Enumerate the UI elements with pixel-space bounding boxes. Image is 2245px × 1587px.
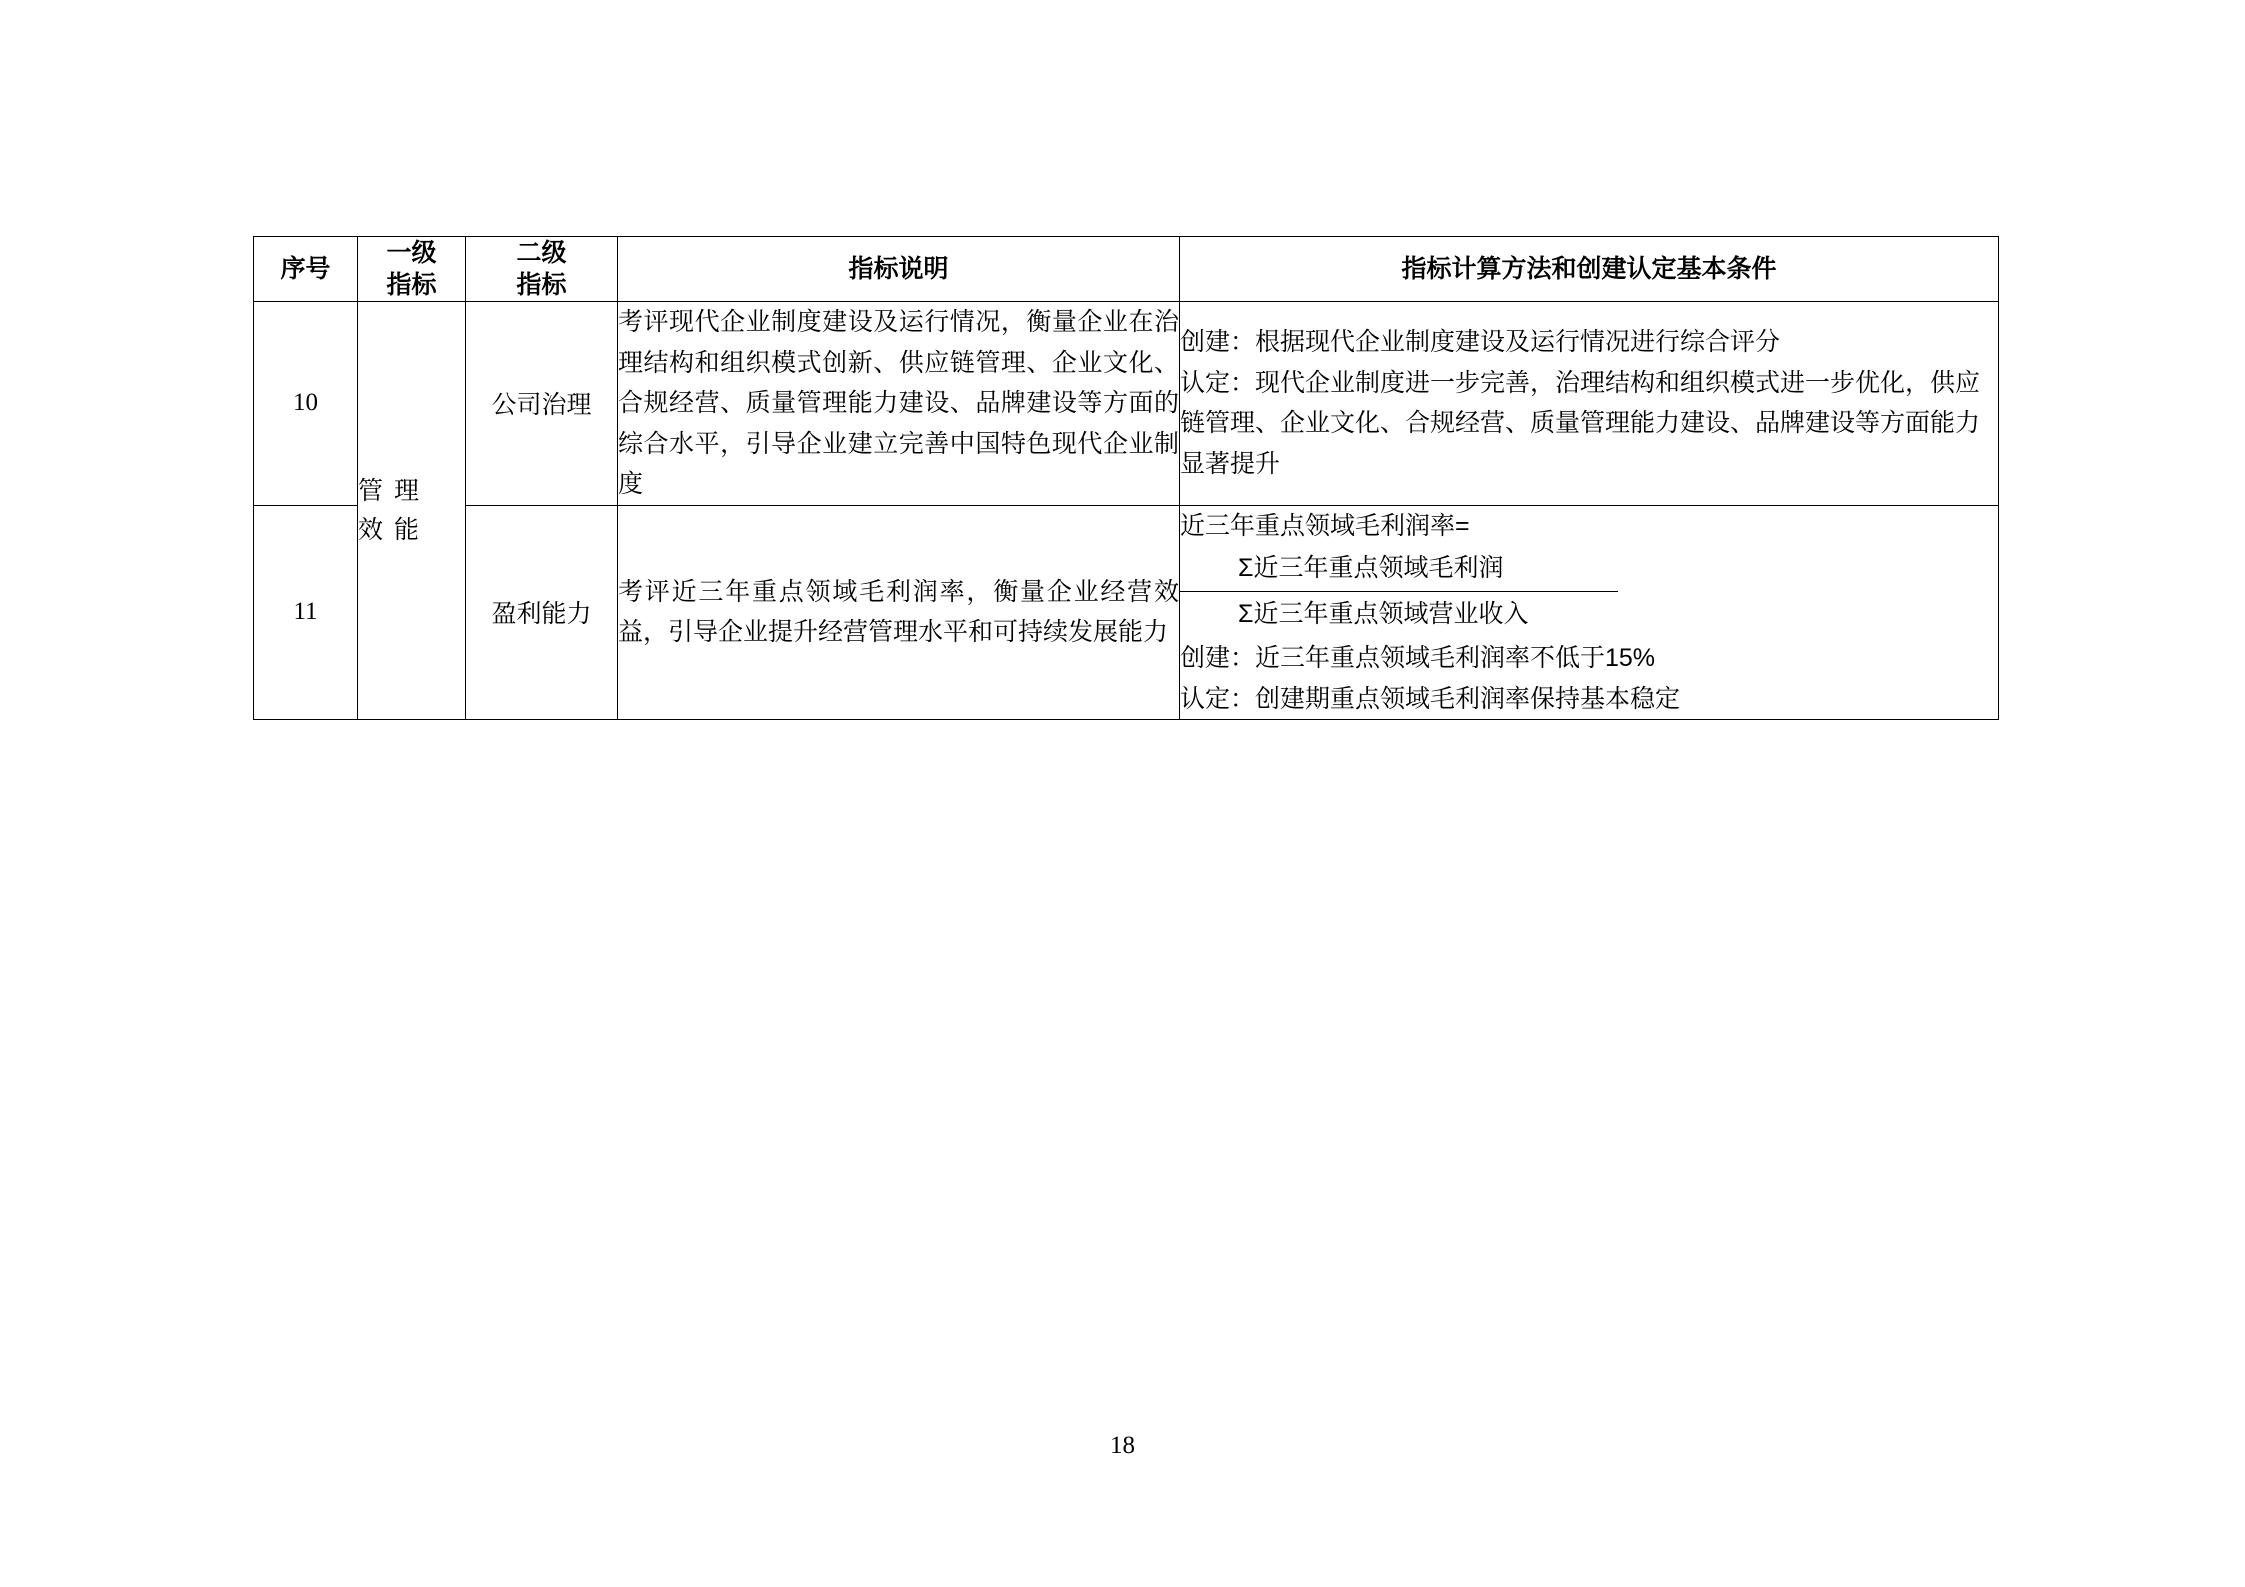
indicator-table — [253, 236, 1999, 720]
calc-line: 认定：现代企业制度进一步完善，治理结构和组织模式进一步优化，供应链管理、企业文化、合规经营、质量管理能力建设、品牌建设等方面能力显著提升 — [1180, 368, 1981, 478]
row-description: 考评现代企业制度建设及运行情况，衡量企业在治理结构和组织模式创新、供应链管理、企业文化、合规经营、质量管理能力建设、品牌建设等方面的综合水平，引导企业建立完善中国特色现代企业制度 — [618, 302, 1180, 506]
header-label-calculation: 指标计算方法和创建认定基本条件 — [1401, 255, 1777, 283]
calc-line: 认定：创建期重点领域毛利润率保持基本稳定 — [1180, 684, 1681, 713]
row-level2: 盈利能力 — [466, 505, 618, 720]
row-calculation — [1180, 505, 1999, 720]
calc-line: 创建：根据现代企业制度建设及运行情况进行综合评分 — [1180, 328, 1781, 357]
header-label-level2-line1: 二级 — [516, 239, 567, 267]
row-level1-group — [358, 302, 466, 720]
header-label-no: 序号 — [280, 255, 331, 283]
header-label-description: 指标说明 — [848, 255, 949, 283]
table-row — [254, 505, 1999, 720]
row-description: 考评近三年重点领域毛利润率，衡量企业经营效益，引导企业提升经营管理水平和可持续发展能力 — [618, 505, 1180, 720]
header-label-level2-line2: 指标 — [516, 271, 567, 299]
header-label-level1-line2: 指标 — [386, 271, 437, 299]
row-no: 10 — [254, 302, 358, 506]
header-cell-no — [254, 237, 358, 302]
indicator-table-wrapper — [253, 236, 1998, 720]
header-label-level1-line1: 一级 — [386, 239, 437, 267]
table-header-row — [254, 237, 1999, 302]
header-cell-level1 — [358, 237, 466, 302]
formula-label: 近三年重点领域毛利润率= — [1180, 511, 1470, 540]
header-cell-calculation — [1180, 237, 1999, 302]
header-cell-level2 — [466, 237, 618, 302]
formula-denominator: Σ近三年重点领域营业收入 — [1238, 599, 1529, 628]
calc-line: 创建：近三年重点领域毛利润率不低于15% — [1180, 644, 1656, 672]
page-number: 18 — [1110, 1432, 1135, 1459]
row-calculation — [1180, 302, 1999, 506]
level1-char-2: 效 能 — [358, 515, 421, 544]
row-level2: 公司治理 — [466, 302, 618, 506]
level1-char-1: 管 理 — [358, 476, 421, 505]
header-cell-description — [618, 237, 1180, 302]
formula-fraction — [1180, 548, 1998, 634]
table-row — [254, 302, 1999, 506]
row-no: 11 — [254, 505, 358, 720]
formula-numerator: Σ近三年重点领域毛利润 — [1180, 548, 1618, 592]
